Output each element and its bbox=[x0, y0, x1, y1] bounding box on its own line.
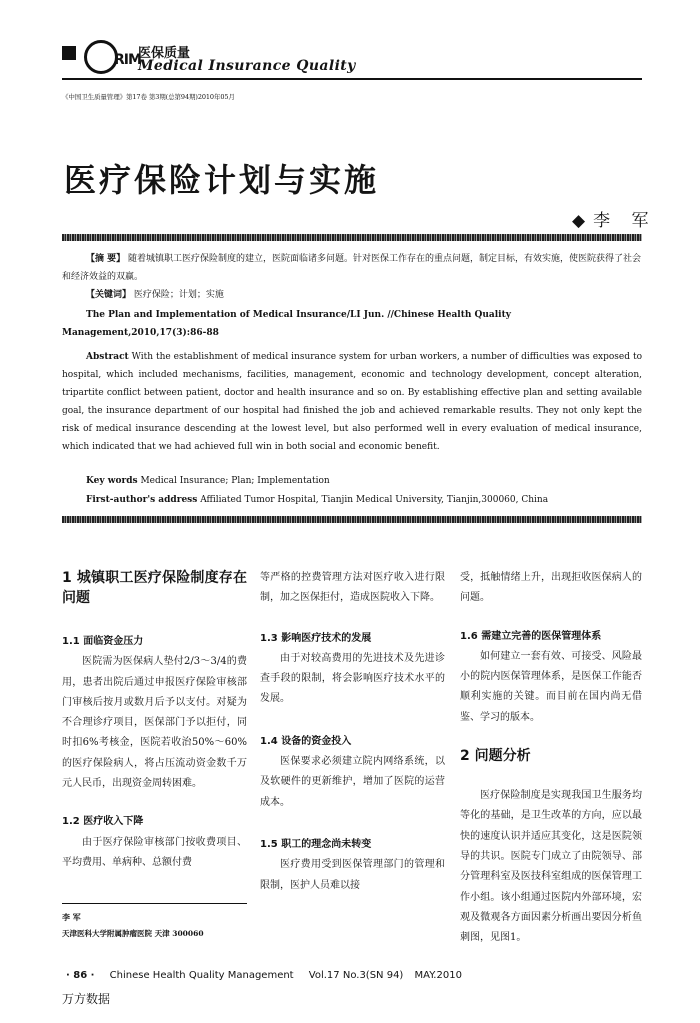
keywords-en-label: Key words bbox=[86, 476, 138, 486]
keywords-cn bbox=[62, 286, 642, 304]
page-number: · 86 · bbox=[66, 970, 95, 981]
subsection-1-5-text: 医疗费用受到医保管理部门的管理和限制，医护人员难以接 bbox=[260, 859, 445, 891]
column-2-continuation: 等严格的控费管理方法对医疗收入进行限制，加之医保拒付，造成医院收入下降。 bbox=[260, 572, 445, 604]
column-1 bbox=[62, 568, 247, 873]
keywords-en-text: Medical Insurance; Plan; Implementation bbox=[140, 476, 330, 486]
logo-mark: RIM bbox=[114, 52, 141, 68]
issue-info: 《中国卫生质量管理》第17卷 第3期(总第94期)2010年05月 bbox=[62, 93, 235, 101]
page-footer bbox=[66, 970, 462, 981]
section-1-heading: 1 城镇职工医疗保险制度存在问题 bbox=[62, 570, 247, 606]
footnote-rule bbox=[62, 903, 247, 904]
subsection-1-1-title: 1.1 面临资金压力 bbox=[62, 636, 144, 647]
abstract-en bbox=[62, 348, 642, 456]
section-2-heading: 2 问题分析 bbox=[460, 748, 531, 765]
subsection-1-2-text: 由于医疗保险审核部门按收费项目、平均费用、单病种、总额付费 bbox=[62, 836, 247, 868]
journal-name: Chinese Health Quality Management bbox=[109, 970, 294, 981]
subsection-1-1-text: 医院需为医保病人垫付2/3～3/4的费用，患者出院后通过申报医疗保险审核部门审核后按月或数月后予以支付。对疑为不合理诊疗项目，医保部门予以拒付，同时扣6%考核金，医院若收治50%～60%的医疗保险病人，将占压流动资金数千万元人民币，出现资金周转困难。 bbox=[62, 656, 247, 790]
footnote-affiliation: 天津医科大学附属肿瘤医院 天津 300060 bbox=[62, 929, 204, 938]
issue-date: MAY.2010 bbox=[414, 970, 462, 981]
abstract-en-text: With the establishment of medical insurance system for urban workers, a number of difficulties was exposed to hospital, which included mechanisms, facilities, management, economic and technology development, concept alteration, tripartite conflict between patient, doctor and health insurance and so on. By establishing effective plan and setting available goal, the insurance department of our hospital had finished the job and achieved remarkable results. They not only kept the risk of medical insurance descending at the lowest level, but also performed well in every evaluation of medical insurance, which indicated that we had achieved full win in both social and economic benefit. bbox=[62, 352, 642, 452]
volume-info: Vol.17 No.3(SN 94) bbox=[308, 970, 404, 981]
footnote-author: 李 军 bbox=[62, 912, 81, 922]
column-3-continuation: 受，抵触情绪上升，出现拒收医保病人的问题。 bbox=[460, 572, 642, 604]
keywords-cn-label: 【关键词】 bbox=[86, 290, 132, 300]
author-address bbox=[62, 491, 642, 509]
abstract-cn bbox=[62, 250, 642, 286]
logo-circle-icon bbox=[84, 40, 118, 74]
abstract-bottom-rule bbox=[62, 516, 642, 523]
column-2 bbox=[260, 568, 445, 896]
subsection-1-2-title: 1.2 医疗收入下降 bbox=[62, 816, 144, 828]
subsection-1-3-title: 1.3 影响医疗技术的发展 bbox=[260, 632, 372, 644]
brand-chinese: 医保质量 bbox=[138, 46, 191, 61]
subsection-1-4-title: 1.4 设备的资金投入 bbox=[260, 735, 352, 747]
article-author: ◆李 军 bbox=[572, 211, 657, 231]
address-label: First-author's address bbox=[86, 495, 198, 505]
abstract-en-label: Abstract bbox=[86, 352, 129, 362]
article-title: 医疗保险计划与实施 bbox=[64, 161, 380, 199]
subsection-1-4-text: 医保要求必须建立院内网络系统，以及软硬件的更新维护，增加了医院的运营成本。 bbox=[260, 756, 445, 808]
subsection-1-5-title: 1.5 职工的理念尚未转变 bbox=[260, 838, 372, 850]
watermark: 万方数据 bbox=[62, 992, 111, 1006]
column-3 bbox=[460, 568, 642, 948]
abstract-cn-label: 【摘 要】 bbox=[86, 254, 126, 264]
address-text: Affiliated Tumor Hospital, Tianjin Medical University, Tianjin,300060, China bbox=[200, 495, 549, 505]
logo-square bbox=[62, 46, 76, 60]
subsection-1-6-text: 如何建立一套有效、可接受、风险最小的院内医保管理体系，是医保工作能否顺利实施的关键。而目前在国内尚无借鉴、学习的版本。 bbox=[460, 650, 642, 723]
citation: The Plan and Implementation of Medical Insurance/LI Jun. //Chinese Health Quality Management,2010,17(3):86-88 bbox=[62, 310, 511, 338]
keywords-en bbox=[62, 472, 642, 490]
header-rule bbox=[62, 78, 642, 80]
section-2-text: 医疗保险制度是实现我国卫生服务均等化的基础，是卫生改革的方向，应以最快的速度认识并适应其变化，这是医院领导的共识。医院专门成立了由院领导、部分管理科室及医技科室组成的医保管理工作小组。该小组通过医院内外部环境，宏观及微观各方面因素分析画出要因分析鱼刺图，见图1。 bbox=[460, 790, 642, 944]
subsection-1-6-title: 1.6 需建立完善的医保管理体系 bbox=[460, 630, 602, 642]
abstract-cn-text: 随着城镇职工医疗保险制度的建立，医院面临诸多问题。针对医保工作存在的重点问题，制定目标，有效实施，使医院获得了社会和经济效益的双赢。 bbox=[62, 254, 642, 282]
keywords-cn-text: 医疗保险；计划；实施 bbox=[133, 290, 224, 300]
brand-english: Medical Insurance Quality bbox=[138, 58, 356, 74]
abstract-top-rule bbox=[62, 234, 642, 241]
subsection-1-3-text: 由于对较高费用的先进技术及先进诊查手段的限制，将会影响医疗技术水平的发展。 bbox=[260, 652, 445, 705]
